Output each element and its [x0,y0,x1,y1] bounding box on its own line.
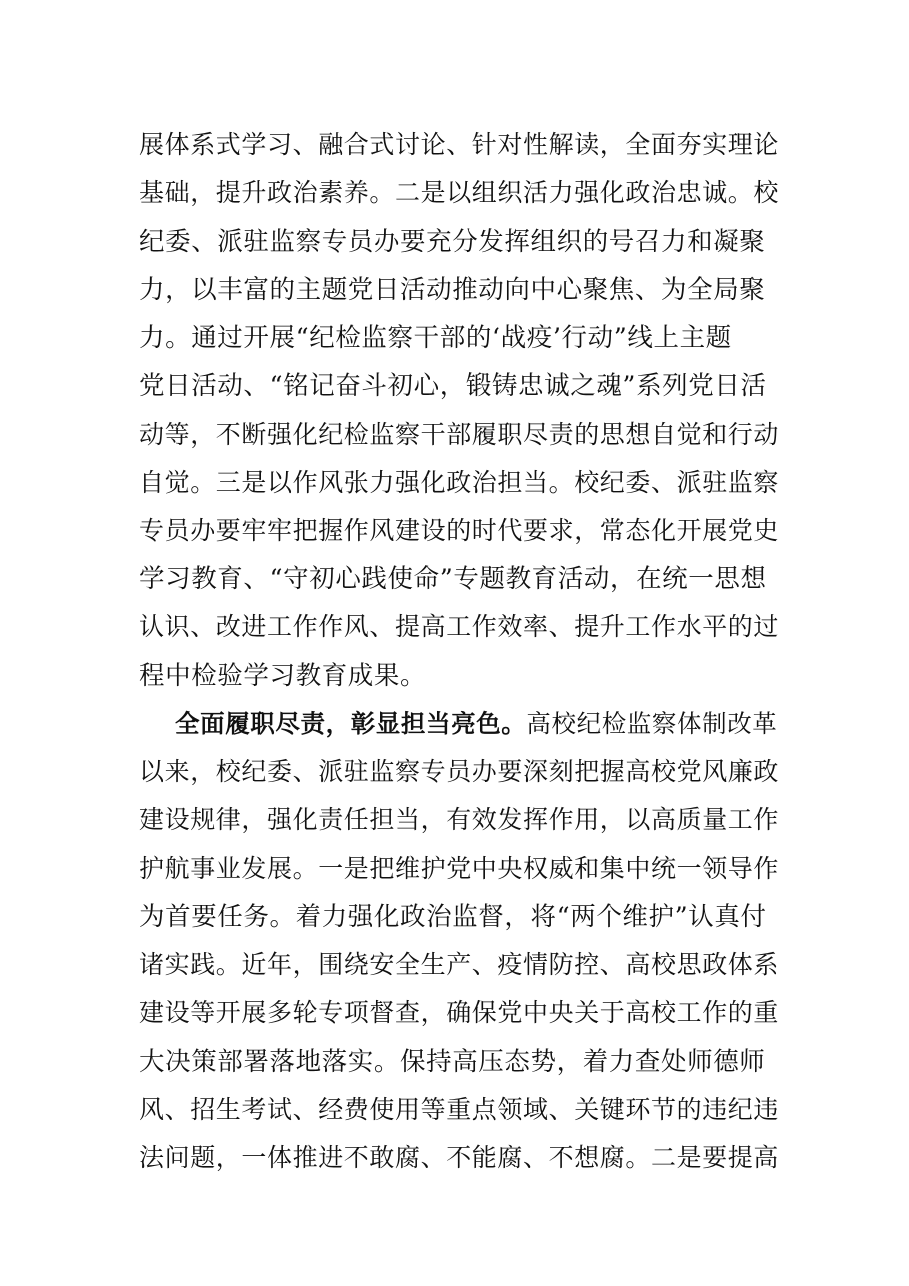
text-line: 建设规律，强化责任担当，有效发挥作用，以高质量工作 [139,805,780,834]
text-line: 为首要任务。着力强化政治监督，将“两个维护”认真付 [139,902,767,932]
text-line: 护航事业发展。一是把维护党中央权威和集中统一领导作 [139,854,780,883]
text-line: 展体系式学习、融合式讨论、针对性解读，全面夯实理论 [139,130,780,159]
text-line: 纪委、派驻监察专员办要充分发挥组织的号召力和凝聚 [139,227,766,257]
text-line: 建设等开展多轮专项督查，确保党中央关于高校工作的重 [139,998,780,1027]
text-line: 学习教育、“守初心践使命”专题教育活动，在统一思想 [139,564,767,594]
text-line: 风、招生考试、经费使用等重点领域、关键环节的违纪违 [139,1095,780,1124]
text-line: 以来，校纪委、派驻监察专员办要深刻把握高校党风廉政 [139,757,780,786]
text-line: 自觉。三是以作风张力强化政治担当。校纪委、派驻监察 [139,468,780,497]
paragraph-first-line [175,704,779,744]
text-line: 动等，不断强化纪检监察干部履职尽责的思想自觉和行动 [139,420,780,449]
text-line: 力，以丰富的主题党日活动推动向中心聚焦、为全局聚 [139,275,766,305]
text-line: 专员办要牢牢把握作风建设的时代要求，常态化开展党史 [139,516,780,545]
text-line: 诸实践。近年，围绕安全生产、疫情防控、高校思政体系 [139,950,780,979]
text-line: 基础，提升政治素养。二是以组织活力强化政治忠诚。校 [139,178,780,207]
text-line: 法问题，一体推进不敢腐、不能腐、不想腐。二是要提高 [139,1143,780,1172]
paragraph-first-line-text: 高校纪检监察体制改革 [526,709,778,738]
text-line: 大决策部署落地落实。保持高压态势，着力查处师德师 [139,1047,766,1077]
paragraph-lead-heading: 全面履职尽责，彰显担当亮色。 [175,709,527,738]
text-line: 程中检验学习教育成果。 [139,661,427,691]
text-line: 党日活动、“铭记奋斗初心，锻铸忠诚之魂”系列党日活 [139,371,767,401]
text-line: 力。通过开展“纪检监察干部的‘战疫’行动”线上主题 [139,323,732,353]
text-line: 认识、改进工作作风、提高工作效率、提升工作水平的过 [139,612,780,641]
